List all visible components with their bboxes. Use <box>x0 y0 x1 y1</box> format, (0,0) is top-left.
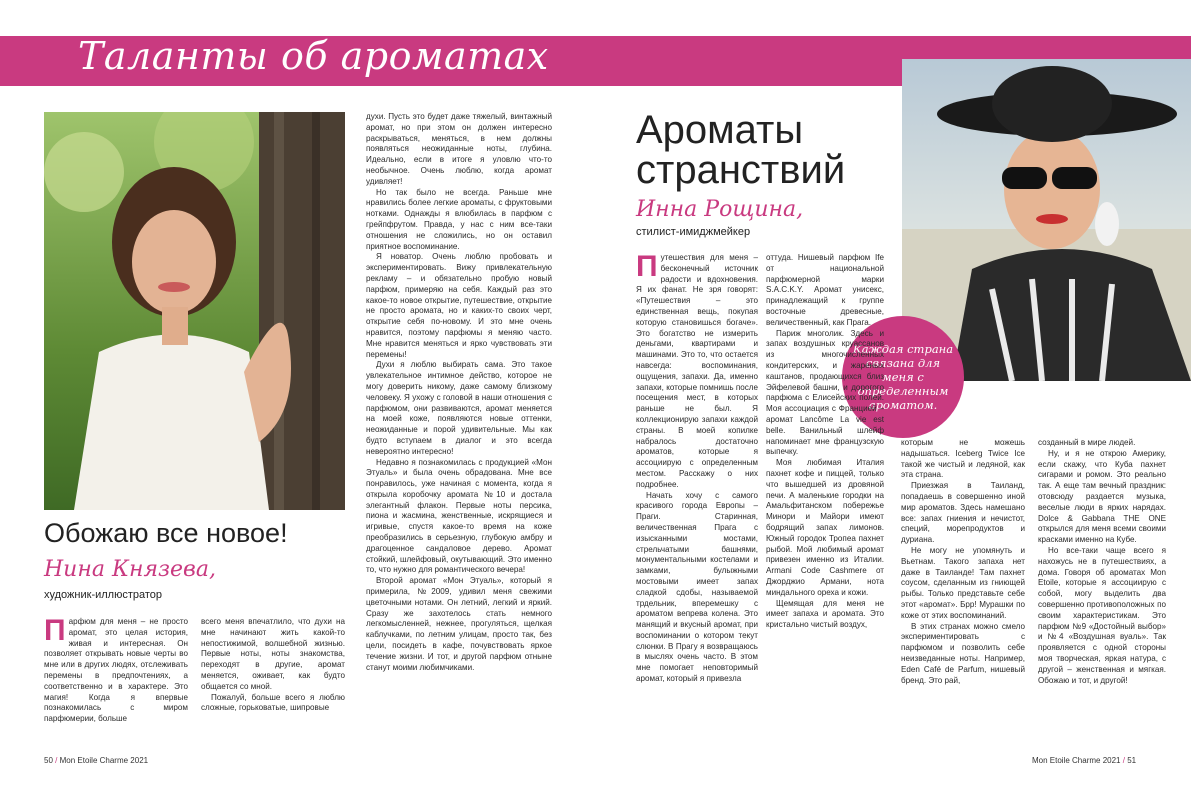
text-paragraph: Но так было не всегда. Раньше мне нравились более легкие ароматы, с фруктовыми нотками. Однажды я влюбилась в парфюм с грейпфрутом. Правда, у нас с ним все-таки отношения не сложились, но он оставил приятное воспоминание. <box>366 187 552 251</box>
right-author-role: стилист-имиджмейкер <box>636 226 751 238</box>
left-portrait-photo <box>44 112 345 510</box>
text-paragraph: Недавно я познакомилась с продукцией «Мон Этуаль» и была очень обрадована. Мне все понравилось, уже начиная с момента, когда я открыла коробочку аромата №10 и достала элегантный флакон. Первые ноты персика, пиона и жасмина, женственные, искрящиеся и игривые, спустя какое-то время на коже преобразились в серьезную, глубокую амбру и драгоценное сандаловое дерево. Аромат стойкий, шлейфовый, окутывающий. Это именно то, что нужно для романтического вечера! <box>366 457 552 575</box>
text-paragraph: Приезжая в Таиланд, попадаешь в совершенно иной мир ароматов. Здесь намешано все: запах гниения и нечистот, специй, морепродуктов и дуриана. <box>901 481 1025 545</box>
right-author-name: Инна Рощина, <box>636 197 804 222</box>
right-heading-line-1: Ароматы <box>636 108 804 152</box>
text-paragraph: Ну, и я не открою Америку, если скажу, что Куба пахнет сигарами и ромом. Это реально так. А еще там вечный праздник: отовсюду раздается музыка, веселые люди в ярких нарядах. Dolce & Gabbana THE ONE открылся для меня всеми своими красками именно на Кубе. <box>1038 448 1166 545</box>
footer-slash: / <box>55 756 58 765</box>
left-column-1 <box>44 614 188 725</box>
page-number: 50 <box>44 756 53 765</box>
footer-text: Mon Etoile Charme 2021 <box>59 756 149 765</box>
text-paragraph: Но все-таки чаще всего я нахожусь не в путешествиях, а дома. Говоря об ароматах Mon Etoile, которые я ассоциирую с собой, могу выделить два совершенно противоположных по своим характеристикам. Это парфюм №9 «Достойный выбор» и №4 «Воздушная вуаль». Так проявляется с одной стороны моя творческая, яркая натура, с другой – женственная и мягкая. Обожаю и тот, и другой! <box>1038 545 1166 685</box>
text-paragraph: которым не можешь надышаться. Iceberg Twice Ice такой же чистый и ледяной, как эта страна. <box>901 438 1025 480</box>
right-heading <box>636 110 845 190</box>
left-column-2 <box>201 617 345 714</box>
text-paragraph: Я новатор. Очень люблю пробовать и экспериментировать. Вижу привлекательную рекламу – и обязательно пробую новый парфюм, примеряю на себя. Каждый раз это какое-то новое открытие, путешествие, открытие не просто аромата, но и каких-то своих черт, открытие себя по-новому. И это мне очень нравится, поэтому парфюмы я меняю часто. Мне нравится меняться и ярко чувствовать эти перемены! <box>366 252 552 359</box>
section-title: Таланты об ароматах <box>78 34 549 78</box>
right-column-3 <box>901 438 1025 686</box>
text-paragraph: оттуда. Нишевый парфюм Ife от национальной парфюмерной марки S.A.C.K.Y. Аромат унисекс, принадлежащий к группе восточные древесные, величественный, как Прага. <box>766 253 884 327</box>
text-paragraph: Париж многолик. Здесь и запах воздушных круассанов из многочисленных кондитерских, и жареных каштанов, продающихся близ Эйфелевой башни, и дорогого парфюма с Елисейских полей. Моя ассоциация с Францией – аромат Lancôme La vie est belle. Ванильный шлейф напоминает мне французскую выпечку. <box>766 328 884 457</box>
text-paragraph: Духи я люблю выбирать сама. Это такое увлекательное интимное действо, которое не могу доверить никому, даже самому близкому человеку. Я ухожу с головой в наши отношения с парфюмом, они развиваются, аромат меняется на моей коже, появляются новые оттенки, неожиданные и порой удивительные. Мы как будто вступаем в диалог и это всегда невероятно интересно! <box>366 360 552 456</box>
right-footer <box>1032 756 1136 765</box>
right-heading-line-2: странствий <box>636 148 846 192</box>
left-dropcap: П <box>44 614 66 647</box>
text-paragraph: Щемящая для меня не имеет запаха и аромата. Это кристально чистый воздух, <box>766 598 884 630</box>
footer-text: Mon Etoile Charme 2021 <box>1032 756 1121 765</box>
left-author-role: художник-иллюстратор <box>44 589 163 601</box>
text-paragraph: Начать хочу с самого красивого города Европы – Праги. Старинная, величественная Прага с изысканными мостами, стрельчатыми башнями, монументальными костелами и замками, булыжными мостовыми имеет запах сладкой сдобы, называемой трдельник, вперемешку с ароматом вепрева колена. Это манящий и вкусный аромат, при воспоминании о котором текут слюнки. В Прагу я возвращаюсь в мыслях очень часто. В этом мне помогает неповторимый аромат, который я привезла <box>636 490 758 684</box>
right-dropcap: П <box>636 250 658 283</box>
pull-quote-circle: Каждая страна связана для меня с определенным ароматом. <box>842 316 964 438</box>
text-paragraph: духи. Пусть это будет даже тяжелый, винтажный аромат, но при этом он должен интересно раскрываться, меняться, в нем должны появляться неожиданные ноты, глубина. Идеально, если в итоге я уловлю что-то необычное. Очень люблю, когда аромат удивляет! <box>366 112 552 186</box>
text-paragraph: всего меня впечатлило, что духи на мне начинают жить какой-то непостижимой, волшебной жизнью. Первые ноты, ноты знакомства, переходят в другие, аромат меняется, оживает, как будто общается со мной. <box>201 617 345 691</box>
footer-slash: / <box>1122 756 1125 765</box>
text-paragraph: В этих странах можно смело экспериментировать с парфюмом и позволить себе неизведанные ноты. Например, Eden Café de Parfum, нишевый бренд. Это рай, <box>901 621 1025 685</box>
text-paragraph: Не могу не упомянуть и Вьетнам. Такого запаха нет даже в Таиланде! Там пахнет соусом, сделанным из гниющей рыбы. Только представьте себе этот «аромат». Брр! Мурашки по коже от этих воспоминаний. <box>901 545 1025 620</box>
right-column-4 <box>1038 438 1166 686</box>
text-paragraph: утешествия для меня – бесконечный источник радости и вдохновения. Я их фанат. Не зря говорят: «Путешествия – это единственная вещь, покупая которую становишься богаче». Это богатство не измерить деньгами, квартирами и машинами. Это то, что остается навсегда: воспоминания, ощущения, запахи. Да, именно запахи, которые помнишь после посещения мест, в которых раньше не был. Я коллекционирую запахи каждой страны. В моей копилке набралось достаточно ароматов, которые я ассоциирую с определенным местом. Расскажу о них подробнее. <box>636 253 758 489</box>
page-number: 51 <box>1127 756 1137 765</box>
left-footer <box>44 756 148 765</box>
left-column-3 <box>366 112 552 673</box>
text-paragraph: арфюм для меня – не просто аромат, это целая история, живая и интересная. Он позволяет открывать новые черты во мне или в других людях, отслеживать перемены в предпочтениях, а соответственно и в характере. Это магия! Когда я впервые познакомилась с миром парфюмерии, больше <box>44 617 188 724</box>
left-author-name: Нина Князева, <box>44 557 216 582</box>
right-column-1 <box>636 250 758 685</box>
right-column-2 <box>766 253 884 631</box>
text-paragraph: Второй аромат «Мон Этуаль», который я примерила, №2009, удивил меня свежими цветочными нотами. Он летний, легкий и яркий. Сразу же захотелось стать немного легкомысленней, нежнее, прогуляться, щелкая каблучками, по летним улицам, просто так, без цели, посидеть в кафе, почувствовать яркое течение жизни. И тот, и другой парфюм отныне станут моими любимчиками. <box>366 576 552 672</box>
text-paragraph: Пожалуй, больше всего я люблю сложные, горьковатые, шипровые <box>201 692 345 713</box>
text-paragraph: созданный в мире людей. <box>1038 438 1136 447</box>
left-heading: Обожаю все новое! <box>44 518 288 548</box>
text-paragraph: Моя любимая Италия пахнет кофе и пиццей, только что вышедшей из дровяной печи. А маленькие городки на Амальфитанском побережье Минори и Майори имеют бодрящий запах лимонов. Южный городок Тропеа пахнет рыбой. Мой любимый аромат привезен именно из Италии. Armani Code Cashmere от Джорджио Армани, нота миндального ореха и кожи. <box>766 458 884 597</box>
